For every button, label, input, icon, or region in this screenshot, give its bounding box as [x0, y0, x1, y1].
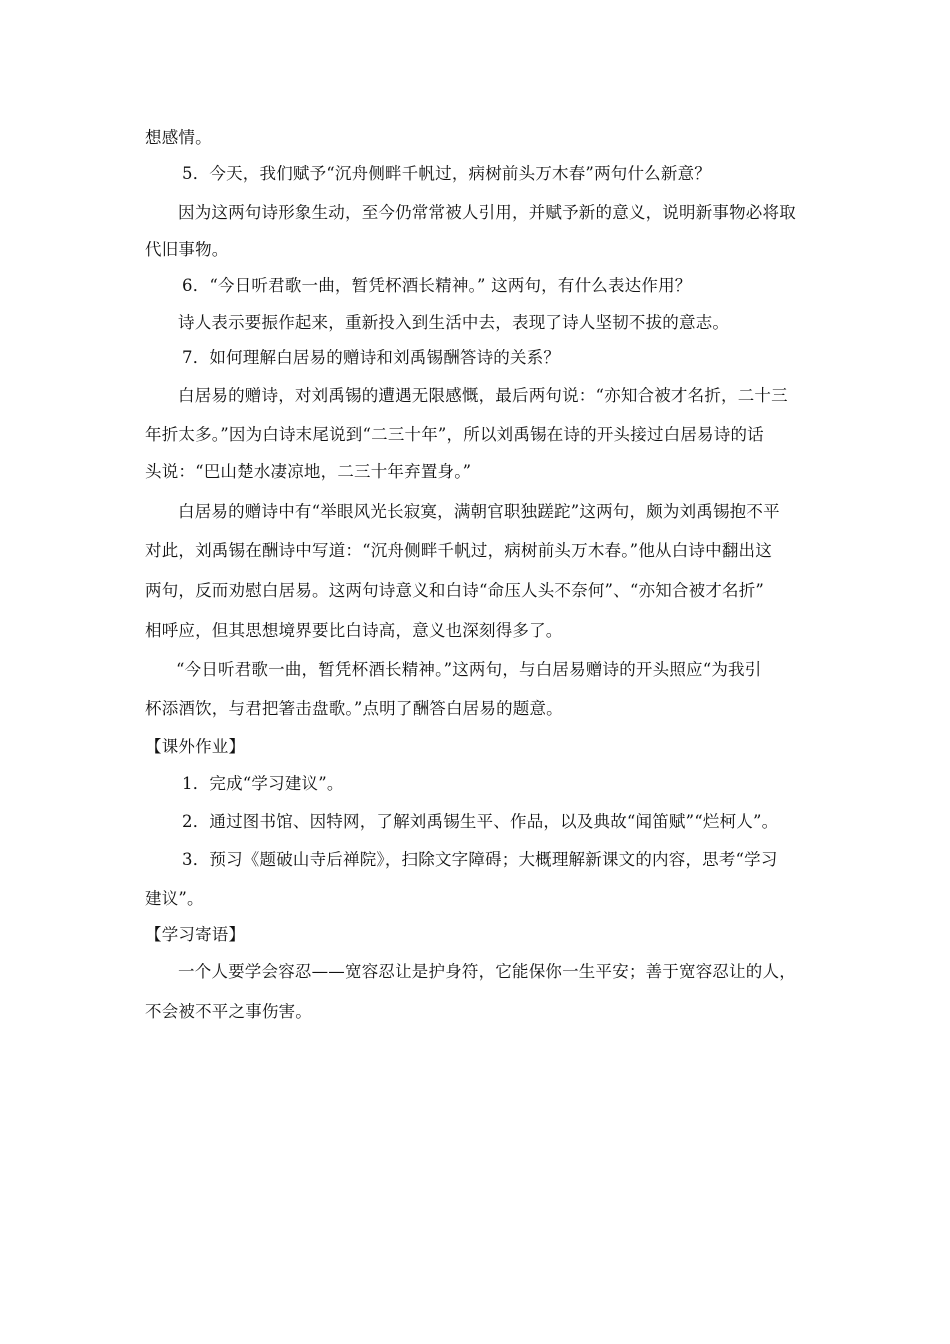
question-5: 5．今天，我们赋予“沉舟侧畔千帆过，病树前头万木春”两句什么新意？ [182, 164, 711, 183]
homework-item-3: 3．预习《题破山寺后禅院》，扫除文字障碍；大概理解新课文的内容，思考“学习 [182, 850, 778, 869]
text-line: 不会被不平之事伤害。 [145, 1002, 312, 1021]
text-line: 想感情。 [145, 128, 212, 147]
message-text: 一个人要学会容忍——宽容忍让是护身符，它能保你一生平安；善于宽容忍让的人， [178, 962, 796, 981]
homework-item-1: 1．完成“学习建议”。 [182, 774, 344, 793]
text-line: 年折太多。”因为白诗末尾说到“二三十年”，所以刘禹锡在诗的开头接过白居易诗的话 [145, 425, 764, 444]
text-line: 代旧事物。 [145, 240, 229, 259]
answer-7-para-3: “今日听君歌一曲，暂凭杯酒长精神。”这两句，与白居易赠诗的开头照应“为我引 [176, 660, 762, 679]
answer-6: 诗人表示要振作起来，重新投入到生活中去，表现了诗人坚韧不拔的意志。 [178, 313, 730, 332]
text-line: 对此，刘禹锡在酬诗中写道：“沉舟侧畔千帆过，病树前头万木春。”他从白诗中翻出这 [145, 541, 772, 560]
question-6: 6．“今日听君歌一曲，暂凭杯酒长精神。” 这两句，有什么表达作用？ [182, 276, 692, 295]
section-heading-homework: 【课外作业】 [145, 737, 246, 756]
text-line: 头说：“巴山楚水凄凉地，二三十年弃置身。” [145, 462, 472, 481]
text-line: 两句，反而劝慰白居易。这两句诗意义和白诗“命压人头不奈何”、“亦知合被才名折” [145, 581, 765, 600]
answer-5: 因为这两句诗形象生动，至今仍常常被人引用，并赋予新的意义，说明新事物必将取 [178, 203, 796, 222]
text-line: 相呼应，但其思想境界要比白诗高，意义也深刻得多了。 [145, 621, 563, 640]
answer-7-para-2: 白居易的赠诗中有“举眼风光长寂寞，满朝官职独蹉跎”这两句，颇为刘禹锡抱不平 [178, 502, 780, 521]
homework-item-2: 2．通过图书馆、因特网，了解刘禹锡生平、作品，以及典故“闻笛赋”“烂柯人”。 [182, 812, 779, 831]
text-line: 杯添酒饮，与君把箸击盘歌。”点明了酬答白居易的题意。 [145, 699, 563, 718]
text-line: 建议”。 [145, 889, 204, 908]
answer-7-para-1: 白居易的赠诗，对刘禹锡的遭遇无限感慨，最后两句说：“亦知合被才名折，二十三 [178, 386, 788, 405]
question-7: 7．如何理解白居易的赠诗和刘禹锡酬答诗的关系？ [182, 348, 561, 367]
section-heading-message: 【学习寄语】 [145, 925, 246, 944]
